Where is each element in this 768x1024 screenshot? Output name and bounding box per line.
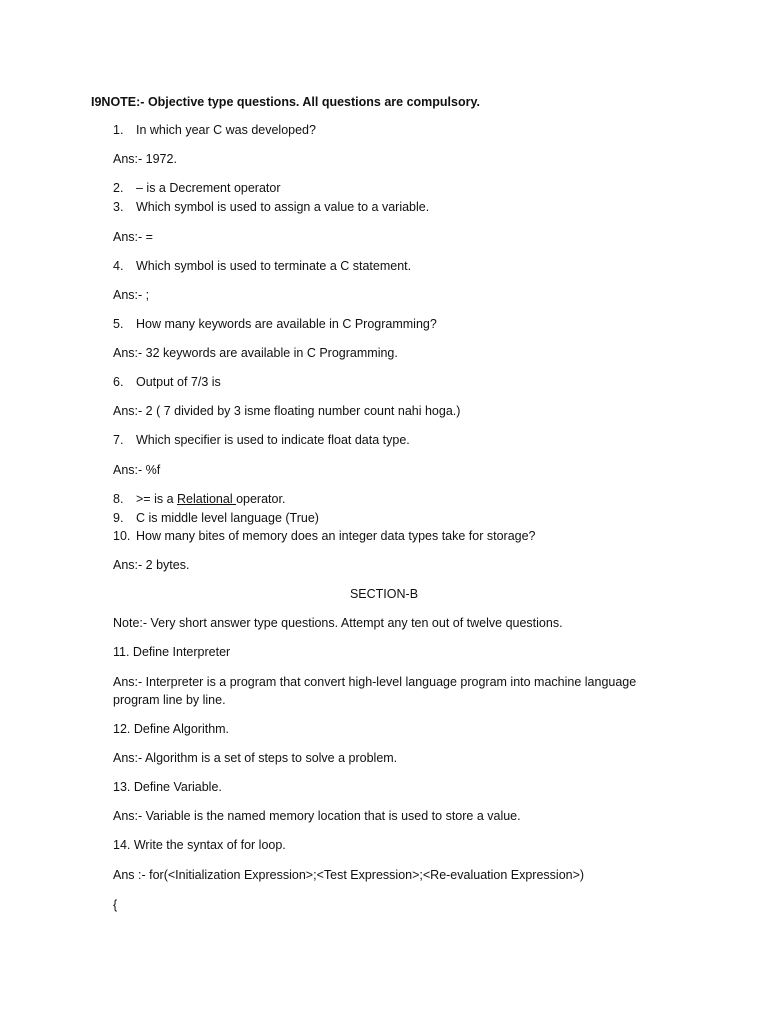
- question-text: C is middle level language (True): [136, 511, 319, 525]
- question-text: Which specifier is used to indicate float data type.: [136, 433, 410, 447]
- section-note: Note:- Very short answer type questions. Attempt any ten out of twelve questions.: [113, 616, 563, 630]
- question-text: 13. Define Variable.: [113, 780, 222, 794]
- question-number: 1.: [113, 123, 124, 137]
- question-number: 2.: [113, 181, 124, 195]
- section-heading: SECTION-B: [349, 587, 419, 601]
- code-brace: {: [113, 898, 118, 912]
- question-number: 4.: [113, 259, 124, 273]
- page-heading: I9NOTE:- Objective type questions. All questions are compulsory.: [91, 95, 480, 109]
- answer-text: Ans:- Algorithm is a set of steps to solve a problem.: [113, 751, 398, 765]
- question-text: Which symbol is used to terminate a C statement.: [136, 259, 412, 273]
- question-text: 12. Define Algorithm.: [113, 722, 230, 736]
- answer-text: Ans:- Interpreter is a program that convert high-level language program into machine language: [113, 675, 637, 689]
- question-text: In which year C was developed?: [136, 123, 316, 137]
- answer-text: Ans:- %f: [113, 463, 161, 477]
- question-number: 10.: [113, 529, 131, 543]
- answer-text: Ans :- for(<Initialization Expression>;<Test Expression>;<Re-evaluation Expression>): [113, 868, 585, 882]
- question-text: How many bites of memory does an integer data types take for storage?: [136, 529, 536, 543]
- underlined-term: Relational: [177, 492, 237, 506]
- question-number: 3.: [113, 200, 124, 214]
- question-text: How many keywords are available in C Programming?: [136, 317, 437, 331]
- question-text: Output of 7/3 is: [136, 375, 221, 389]
- answer-text: Ans:- Variable is the named memory location that is used to store a value.: [113, 809, 521, 823]
- question-text-post: operator.: [236, 492, 286, 506]
- question-text: [136, 492, 285, 507]
- answer-text: Ans:- =: [113, 230, 153, 244]
- question-number: 6.: [113, 375, 124, 389]
- question-text: – is a Decrement operator: [136, 181, 281, 195]
- question-text: Which symbol is used to assign a value to a variable.: [136, 200, 430, 214]
- answer-text-continued: program line by line.: [113, 693, 226, 707]
- question-number: 8.: [113, 492, 124, 506]
- answer-text: Ans:- 2 bytes.: [113, 558, 190, 572]
- question-text: 14. Write the syntax of for loop.: [113, 838, 286, 852]
- question-number: 5.: [113, 317, 124, 331]
- question-number: 7.: [113, 433, 124, 447]
- answer-text: Ans:- 1972.: [113, 152, 177, 166]
- answer-text: Ans:- 2 ( 7 divided by 3 isme floating number count nahi hoga.): [113, 404, 461, 418]
- question-text: 11. Define Interpreter: [113, 645, 231, 659]
- answer-text: Ans:- ;: [113, 288, 150, 302]
- question-text-pre: >= is a: [136, 492, 177, 506]
- question-number: 9.: [113, 511, 124, 525]
- answer-text: Ans:- 32 keywords are available in C Programming.: [113, 346, 398, 360]
